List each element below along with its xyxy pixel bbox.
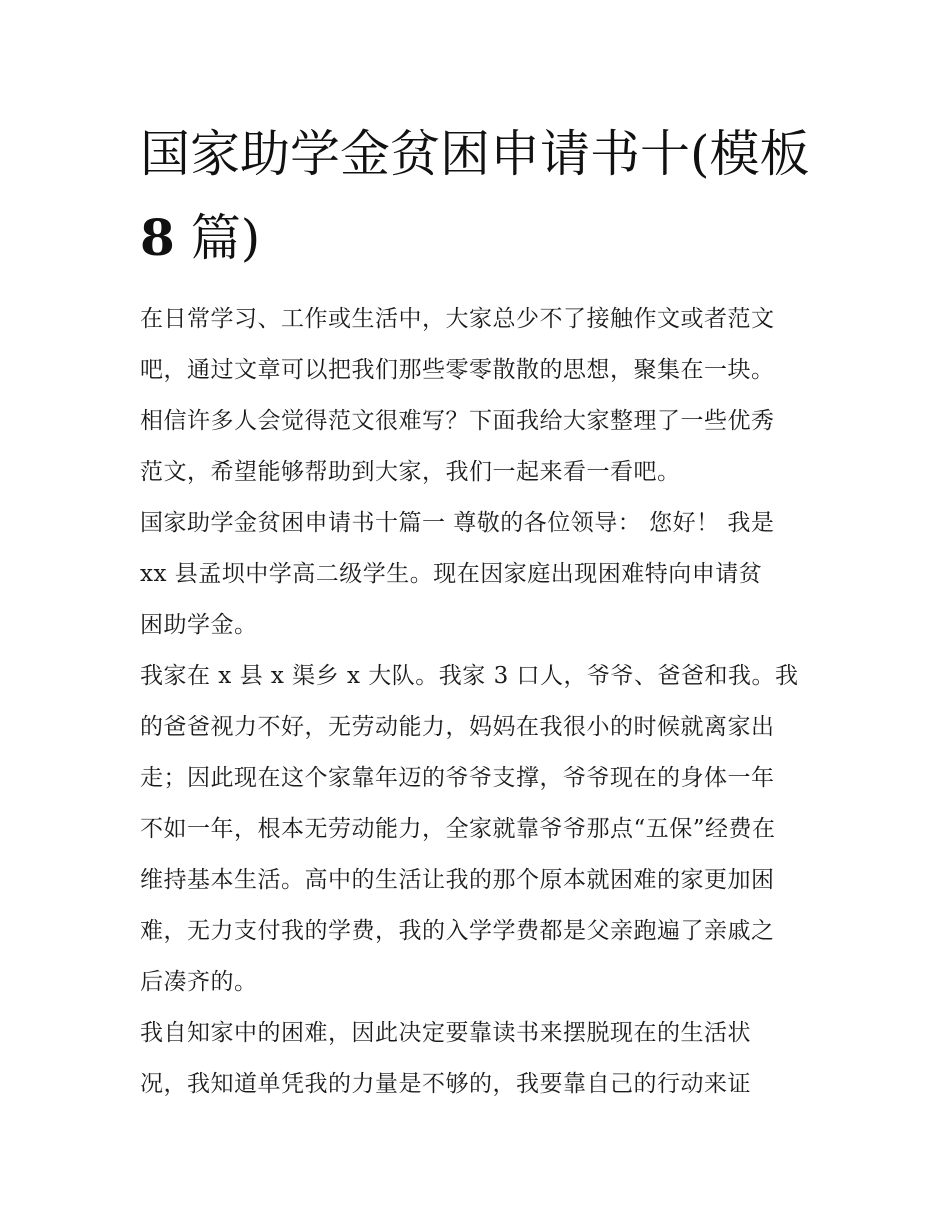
text-line: 我家在 x 县 x 渠乡 x 大队。我家 3 口人，爷爷、爸爸和我。我: [140, 663, 799, 689]
title-number: 8: [140, 208, 175, 267]
text-line: 吧，通过文章可以把我们那些零零散散的思想，聚集在一块。: [140, 357, 775, 383]
text-line: 的爸爸视力不好，无劳动能力，妈妈在我很小的时候就离家出: [140, 714, 775, 740]
paragraph-salutation: [140, 498, 812, 651]
text-line: 后凑齐的。: [140, 969, 258, 995]
document-page: [140, 112, 812, 1110]
text-line: 相信许多人会觉得范文很难写？下面我给大家整理了一些优秀: [140, 408, 775, 434]
paragraph-family: [140, 651, 812, 1008]
text-line: 困助学金。: [140, 612, 258, 638]
text-line: 不如一年，根本无劳动能力，全家就靠爷爷那点“五保”经费在: [140, 816, 776, 842]
paragraph-resolve: [140, 1008, 812, 1110]
text-line: 国家助学金贫困申请书十篇一 尊敬的各位领导： 您好！ 我是: [140, 510, 775, 536]
text-line: 难，无力支付我的学费，我的入学学费都是父亲跑遍了亲戚之: [140, 918, 775, 944]
text-line: 况，我知道单凭我的力量是不够的，我要靠自己的行动来证: [140, 1071, 751, 1097]
title-line-2: [140, 196, 812, 280]
document-title: [140, 112, 812, 280]
title-suffix: 篇): [174, 209, 261, 267]
paragraph-intro: [140, 294, 812, 498]
text-line: 在日常学习、工作或生活中，大家总少不了接触作文或者范文: [140, 306, 775, 332]
text-line: 范文，希望能够帮助到大家，我们一起来看一看吧。: [140, 459, 681, 485]
text-line: 维持基本生活。高中的生活让我的那个原本就困难的家更加困: [140, 867, 775, 893]
text-line: xx 县孟坝中学高二级学生。现在因家庭出现困难特向申请贫: [140, 561, 763, 587]
title-line-1: 国家助学金贫困申请书十(模板: [140, 125, 810, 183]
text-line: 走；因此现在这个家靠年迈的爷爷支撑，爷爷现在的身体一年: [140, 765, 775, 791]
text-line: 我自知家中的困难，因此决定要靠读书来摆脱现在的生活状: [140, 1020, 751, 1046]
